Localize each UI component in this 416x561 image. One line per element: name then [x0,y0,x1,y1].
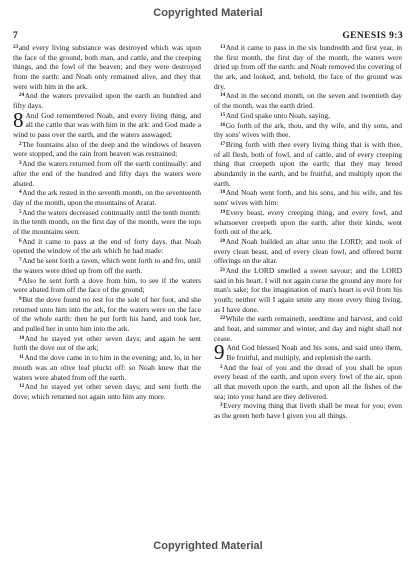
verse-text: And the waters prevailed upon the earth an hundred and fifty days. [13,91,201,111]
verse-number: 18 [220,189,226,196]
verse-text: And the waters decreased continually until the tenth month: in the tenth month, on the first day of the month, were the tops of the mountains seen. [13,207,201,236]
verse [13,353,201,382]
verse [214,188,402,207]
chapter-number: 9 [214,340,225,365]
verse-text: And Noah went forth, and his sons, and his wife, and his sons' wives with him: [214,188,402,208]
verse-text: And he stayed yet other seven days; and again he sent forth the dove out of the ark; [13,333,201,353]
verse [214,314,402,343]
verse [214,237,402,266]
verse-number: 11 [19,354,24,361]
verse-text: Every moving thing that liveth shall be meat for you; even as the green herb have I given you all things. [214,401,402,420]
verse-number: 16 [220,121,226,128]
verse-text: Every beast, every creeping thing, and every fowl, and whatsoever creepeth upon the earth, after their kinds, went forth out of the ark. [214,207,402,237]
verse [13,43,201,91]
verse [214,266,402,314]
verse [214,111,402,121]
verse [13,91,201,110]
verse [13,140,201,159]
verse [214,140,402,188]
verse-number: 21 [220,266,226,273]
verse-text: And it came to pass at the end of forty days, that Noah opened the window of the ark which he had made: [13,236,201,256]
verse-text: And the dove came in to him in the evening; and, lo, in her mouth was an olive leaf pluckt off: so Noah knew that the waters were abated from off the earth. [13,353,201,382]
verse [13,334,201,353]
verse-text: But the dove found no rest for the sole of her foot, and she returned unto him into the ark, for the waters were on the face of the whole earth: then he put forth his hand, and took her, and pulled her in unto him into the ark. [13,295,201,333]
verse-text: Also he sent forth a dove from him, to see if the waters were abated from off the face of the ground; [13,275,201,295]
verse-number: 3 [19,160,22,167]
verse-number: 13 [220,44,226,50]
verse-number: 24 [19,92,25,99]
verse-text: And he sent forth a raven, which went forth to and fro, until the waters were dried up from off the earth. [13,256,201,275]
chapter-start [214,340,402,365]
verse [214,401,402,420]
verse [214,208,402,237]
chapter-number: 8 [13,107,24,132]
verse-number: 3 [220,402,223,409]
verse-text: While the earth remaineth, seedtime and harvest, and cold and heat, and summer and winter, and day and night shall not cease. [214,314,402,343]
verse-number: 12 [19,383,25,390]
verse-number: 22 [220,315,226,322]
verse-number: 15 [220,111,226,118]
copyright-banner-bottom: Copyrighted Material [153,540,263,552]
page-number: 7 [13,31,18,41]
verse-text: And God spake unto Noah, saying, [225,110,331,120]
verse [13,256,201,275]
verse-number: 23 [13,44,19,50]
verse-number: 2 [220,363,223,370]
verse-number: 2 [19,140,22,147]
chapter-reference: GENESIS 9:3 [342,31,403,41]
verse [214,43,402,91]
verse-number: 20 [220,237,226,244]
verse-text: And it came to pass in the six hundredth and first year, in the first month, the first day of the month, the waters were dried up from off the earth: and Noah removed the covering of the ark, and looked, and, behold, the face of the ground was dry. [214,43,402,91]
verse-text: And the LORD smelled a sweet savour; and the LORD said in his heart, I will not again curse the ground any more for man's sake; for the imagination of man's heart is evil from his youth; neither will I again smite any more every thing living, as I have done. [214,266,402,314]
verse-text: Go forth of the ark, thou, and thy wife, and thy sons, and thy sons' wives with thee. [214,120,402,140]
verse [13,295,201,334]
verse-number: 7 [19,257,22,264]
verse-number: 17 [220,141,226,147]
verse-text: And the ark rested in the seventh month, on the seventeenth day of the month, upon the mountains of Ararat. [13,188,201,207]
verse-number: 5 [19,208,22,215]
verse-text: And God remembered Noah, and every living thing, and all the cattle that was with him in the ark: and God made a wind to pass over the earth, and the waters asswaged; [13,110,201,139]
verse [13,188,201,207]
copyright-banner-top: Copyrighted Material [153,7,263,19]
verse [13,276,201,295]
verse-number: 4 [19,189,22,196]
verse [214,363,402,402]
verse [13,237,201,256]
left-text-column [13,43,201,402]
verse-number: 6 [19,237,22,244]
verse [13,159,201,188]
verse-text: And the fear of you and the dread of you shall be upon every beast of the earth, and upon every fowl of the air, upon all that moveth upon the earth, and upon all the fishes of the sea; into your hand are they delivered. [214,362,402,401]
verse-text: Bring forth with thee every living thing that is with thee, of all flesh, both of fowl, and of cattle, and of every creeping thing that creepeth upon the earth; that they may breed abundantly in the earth, and be fruitful, and multiply upon the earth. [214,140,402,188]
verse-text: And Noah builded an altar unto the LORD; and took of every clean beast, and of every clean fowl, and offered burnt offerings on the altar. [214,237,402,266]
verse-number: 9 [19,295,22,302]
verse-text: And the waters returned from off the earth continually: and after the end of the hundred and fifty days the waters were abated. [13,159,201,188]
verse-text: The fountains also of the deep and the windows of heaven were stopped, and the rain from heaven was restrained; [13,139,201,159]
verse [214,121,402,140]
verse-text: and every living substance was destroyed which was upon the face of the ground, both man, and cattle, and the creeping things, and the fowl of the heaven; and they were destroyed from the earth: and Noah only remained alive, and they that were with him in the ark. [13,43,201,91]
right-text-column [214,43,402,421]
verse-number: 10 [19,334,25,341]
verse-text: And God blessed Noah and his sons, and said unto them, Be fruitful, and multiply, and replenish the earth. [226,343,402,362]
verse-number: 8 [19,276,22,283]
verse-number: 19 [220,208,226,215]
verse [13,382,201,401]
chapter-start [13,107,201,140]
verse-text: And in the second month, on the seven and twentieth day of the month, was the earth dried. [214,91,402,111]
verse [13,208,201,237]
verse-number: 14 [220,92,226,99]
verse [214,91,402,110]
verse-text: And he stayed yet other seven days; and sent forth the dove; which returned not again unto him any more. [13,382,201,401]
